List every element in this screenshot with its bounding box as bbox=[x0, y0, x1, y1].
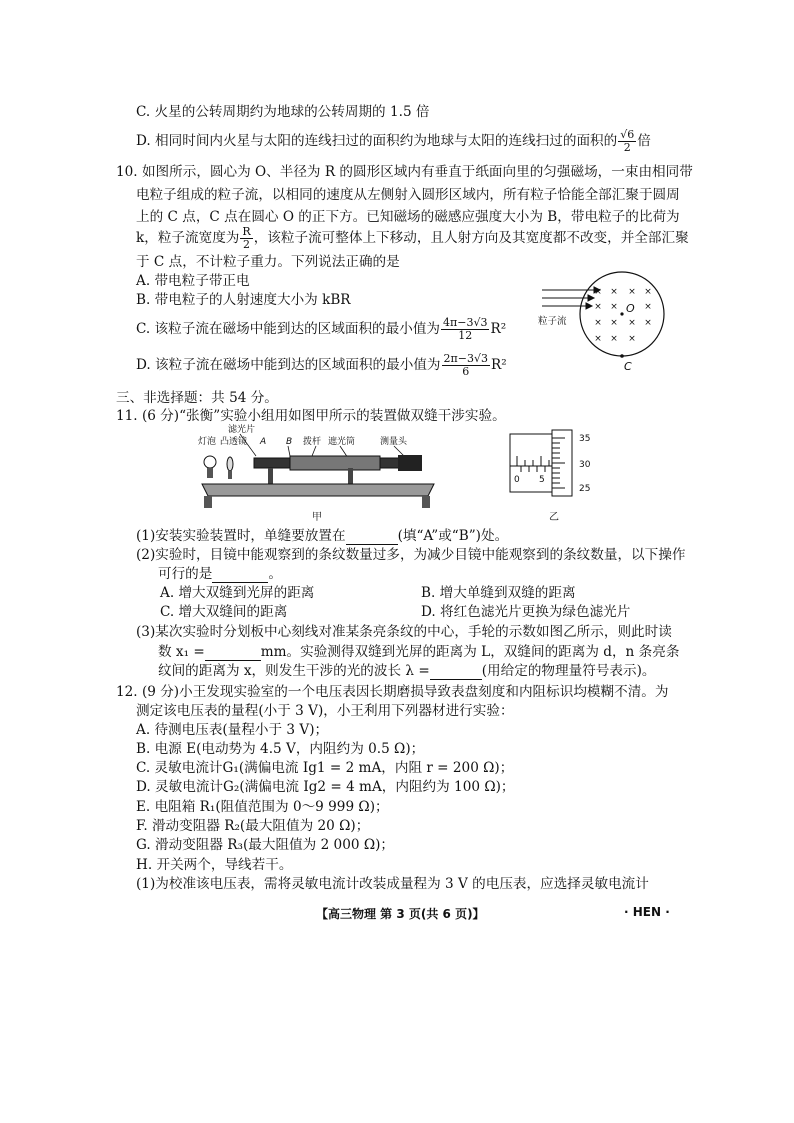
svg-text:×: × bbox=[628, 287, 636, 297]
q10-stem-line-4-text: k，粒子流宽度为 bbox=[136, 230, 240, 246]
q12-item-c: C. 灵敏电流计G₁(满偏电流 Ig1 = 2 mA，内阻 r = 200 Ω)； bbox=[136, 760, 514, 776]
q10-option-d bbox=[136, 353, 507, 378]
q10-stem-line-3: 上的 C 点，C 点在圆心 O 的正下方。已知磁场的磁感应强度大小为 B，带电粒子的比荷为 bbox=[136, 209, 680, 225]
q10-stream-width-fraction bbox=[240, 226, 252, 251]
fraction-denominator: 2 bbox=[623, 141, 631, 154]
q11-part-3-line-3-text: 纹间的距离为 x，则发生干涉的光的波长 λ = bbox=[158, 663, 430, 679]
q12-item-e: E. 电阻箱 R₁(阻值范围为 0～9 999 Ω)； bbox=[136, 799, 389, 815]
q11-part-1-suffix: (填“A”或“B”)处。 bbox=[397, 528, 509, 544]
fraction-numerator: 4π−3√3 bbox=[443, 316, 488, 329]
fraction-numerator: R bbox=[242, 225, 251, 238]
q12-item-a: A. 待测电压表(量程小于 3 V)； bbox=[136, 722, 329, 738]
q11-part-1 bbox=[136, 527, 508, 545]
fraction-denominator: 6 bbox=[462, 365, 470, 378]
q10-option-c-suffix: R² bbox=[490, 321, 507, 337]
q11-part-3-lambda-blank[interactable] bbox=[430, 665, 482, 680]
q10-stem-line-2: 电粒子组成的粒子流，以相同的速度从左侧射入圆形区域内，所有粒子恰能全部汇聚于圆周 bbox=[136, 187, 680, 203]
svg-text:×: × bbox=[644, 302, 652, 312]
q10-option-c-text: C. 该粒子流在磁场中能到达的区域面积的最小值为 bbox=[136, 321, 441, 337]
q11-part-2-suffix: 。 bbox=[268, 566, 282, 582]
q11-part-2-blank[interactable] bbox=[212, 568, 268, 583]
q10-stem-line-5: 于 C 点，不计粒子重力。下列说法正确的是 bbox=[136, 254, 400, 270]
q9-option-c: C. 火星的公转周期约为地球的公转周期的 1.5 倍 bbox=[136, 104, 430, 120]
svg-text:×: × bbox=[594, 302, 602, 312]
label-filter: 滤光片 bbox=[228, 425, 256, 435]
q12-item-g: G. 滑动变阻器 R₃(最大阻值为 2 000 Ω)； bbox=[136, 837, 394, 853]
q10-stem-line-4 bbox=[136, 226, 689, 251]
fraction-numerator: 2π−3√3 bbox=[443, 352, 488, 365]
label-b: B bbox=[286, 437, 293, 447]
q11-part-3-x1-blank[interactable] bbox=[205, 646, 261, 661]
q11-part-3-line-2-suffix: mm。实验测得双缝到光屏的距离为 L，双缝间的距离为 d，n 条亮条 bbox=[260, 644, 680, 660]
q11-option-a: A. 增大双缝到光屏的距离 bbox=[160, 585, 315, 601]
svg-text:×: × bbox=[610, 287, 618, 297]
q11-part-3-line-3 bbox=[158, 662, 655, 680]
label-lever: 拨杆 bbox=[303, 437, 322, 447]
svg-text:×: × bbox=[594, 287, 602, 297]
q11-micrometer-figure bbox=[505, 426, 625, 526]
label-tube: 遮光筒 bbox=[328, 437, 356, 447]
label-lamp: 灯泡 bbox=[198, 437, 217, 447]
q9-option-d bbox=[136, 129, 651, 154]
scale-35: 35 bbox=[579, 434, 591, 444]
label-lens: 凸透镜 bbox=[220, 437, 248, 447]
fraction-denominator: 12 bbox=[458, 329, 473, 342]
field-x-marks bbox=[594, 287, 652, 344]
q10-option-d-text: D. 该粒子流在磁场中能到达的区域面积的最小值为 bbox=[136, 357, 441, 373]
svg-text:×: × bbox=[594, 318, 602, 328]
q9-option-d-suffix: 倍 bbox=[637, 133, 651, 149]
label-a: A bbox=[260, 437, 267, 447]
q11-part-3-line-2-text: 数 x₁ = bbox=[158, 644, 205, 660]
q11-apparatus-figure bbox=[198, 422, 438, 522]
fraction-denominator: 2 bbox=[243, 238, 251, 251]
q12-item-b: B. 电源 E(电动势为 4.5 V，内阻约为 0.5 Ω)； bbox=[136, 741, 425, 757]
point-c bbox=[620, 354, 624, 358]
q10-option-c bbox=[136, 317, 506, 342]
fraction-numerator: √6 bbox=[620, 128, 635, 141]
stream-label: 粒子流 bbox=[538, 316, 567, 327]
footer-code: · HEN · bbox=[624, 905, 670, 919]
q11-part-2-line-1: (2)实验时，目镜中能观察到的条纹数量过多，为减少目镜中能观察到的条纹数量，以下操作 bbox=[136, 547, 686, 563]
main-scale-0: 0 bbox=[514, 475, 520, 485]
q11-part-1-blank[interactable] bbox=[346, 530, 398, 545]
svg-text:×: × bbox=[594, 334, 602, 344]
q11-part-2-text: 可行的是 bbox=[158, 566, 213, 582]
center-point bbox=[620, 312, 623, 315]
svg-text:×: × bbox=[644, 287, 652, 297]
scale-30: 30 bbox=[579, 460, 591, 470]
q10-option-d-fraction bbox=[442, 353, 490, 378]
q10-option-d-suffix: R² bbox=[490, 357, 507, 373]
q11-part-3-line-1: (3)某次实验时分划板中心刻线对准某条亮条纹的中心，手轮的示数如图乙所示，则此时读 bbox=[136, 624, 672, 640]
svg-text:×: × bbox=[610, 302, 618, 312]
q12-stem-line-1: 12. (9 分)小王发现实验室的一个电压表因长期磨损导致表盘刻度和内阻标识均模糊不清。为 bbox=[116, 684, 669, 700]
q11-part-3-line-3-suffix: (用给定的物理量符号表示)。 bbox=[481, 663, 656, 679]
q12-part-1: (1)为校准该电压表，需将灵敏电流计改装成量程为 3 V 的电压表，应选择灵敏电流计 bbox=[136, 876, 649, 892]
q11-part-2-line-2 bbox=[158, 565, 282, 583]
q11-part-3-line-2 bbox=[158, 643, 679, 661]
q10-stem-line-4-suffix: ，该粒子流可整体上下移动，且人射方向及其宽度都不改变，并全部汇聚 bbox=[253, 230, 689, 246]
svg-text:×: × bbox=[628, 318, 636, 328]
q12-item-h: H. 开关两个，导线若干。 bbox=[136, 857, 293, 873]
q10-magnetic-field-figure bbox=[536, 268, 696, 380]
svg-text:×: × bbox=[644, 318, 652, 328]
page-footer: 【高三物理 第 3 页(共 6 页)】 bbox=[316, 907, 485, 921]
main-scale-5: 5 bbox=[539, 475, 545, 485]
q11-option-b: B. 增大单缝到双缝的距离 bbox=[421, 585, 576, 601]
figure-label-jia: 甲 bbox=[312, 512, 322, 522]
scale-25: 25 bbox=[579, 484, 591, 494]
svg-text:×: × bbox=[628, 334, 636, 344]
point-c-label: C bbox=[624, 360, 632, 373]
q11-option-c: C. 增大双缝间的距离 bbox=[160, 604, 288, 620]
q11-stem: 11. (6 分)“张衡”实验小组用如图甲所示的装置做双缝干涉实验。 bbox=[116, 408, 506, 424]
svg-text:×: × bbox=[610, 334, 618, 344]
q10-option-c-fraction bbox=[441, 317, 489, 342]
q10-option-b: B. 带电粒子的人射速度大小为 kBR bbox=[136, 292, 351, 308]
q11-part-1-text: (1)安装实验装置时，单缝要放置在 bbox=[136, 528, 346, 544]
q12-item-d: D. 灵敏电流计G₂(满偏电流 Ig2 = 4 mA，内阻约为 100 Ω)； bbox=[136, 779, 515, 795]
center-label: O bbox=[626, 302, 635, 315]
section-3-heading: 三、非选择题：共 54 分。 bbox=[116, 390, 278, 406]
q9-option-d-fraction bbox=[618, 129, 636, 154]
label-head: 测量头 bbox=[380, 437, 408, 447]
q12-item-f: F. 滑动变阻器 R₂(最大阻值为 20 Ω)； bbox=[136, 818, 370, 834]
figure-label-yi: 乙 bbox=[549, 512, 559, 523]
q12-stem-line-2: 测定该电压表的量程(小于 3 V)，小王利用下列器材进行实验： bbox=[136, 703, 514, 719]
q11-option-d: D. 将红色滤光片更换为绿色滤光片 bbox=[421, 604, 631, 620]
svg-text:×: × bbox=[610, 318, 618, 328]
q9-option-d-text: D. 相同时间内火星与太阳的连线扫过的面积约为地球与太阳的连线扫过的面积的 bbox=[136, 133, 618, 149]
stream-arrows bbox=[542, 287, 600, 309]
q10-option-a: A. 带电粒子带正电 bbox=[136, 273, 250, 289]
q10-stem-line-1: 10. 如图所示，圆心为 O、半径为 R 的圆形区域内有垂直于纸面向里的匀强磁场，一束由相同带 bbox=[116, 164, 693, 180]
